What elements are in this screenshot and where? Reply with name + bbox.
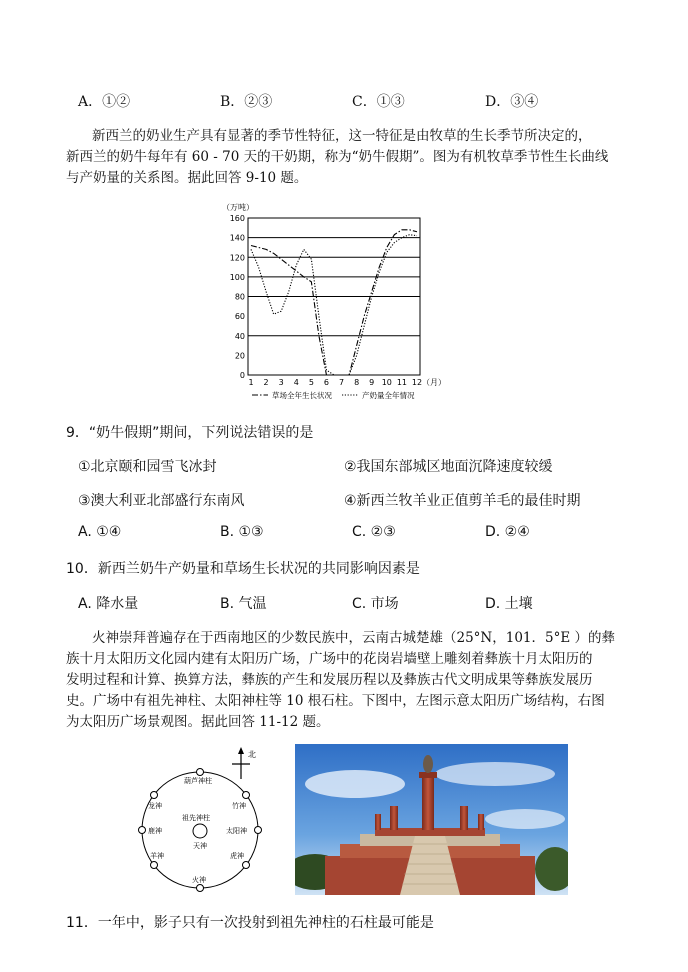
chart-x-tick-label: 1 (248, 378, 254, 387)
passage2-line-2: 族十月太阳历文化园内建有太阳历广场，广场中的花岗岩墙壁上雕刻着彝族十月太阳历的 (66, 651, 593, 667)
q11-stem: 11．一年中，影子只有一次投射到祖先神柱的石柱最可能是 (66, 915, 434, 931)
chart-y-tick-label: 140 (229, 233, 245, 243)
chart-x-axis-label: （月） (422, 378, 446, 387)
q9-option-a: A. ①④ (78, 524, 122, 540)
chart-y-tick-label: 120 (229, 253, 245, 263)
q9-item-2: ②我国东部城区地面沉降速度较缓 (344, 459, 553, 475)
chart-y-tick-label: 0 (239, 371, 245, 380)
q9-option-c: C. ②③ (352, 524, 396, 540)
passage2-line-1: 火神崇拜普遍存在于西南地区的少数民族中，云南古城楚雄（25°N，101．5°E ）的彝 (92, 630, 615, 646)
chart-x-tick-label: 4 (293, 378, 299, 387)
chart-legend-label: 草场全年生长状况 (272, 391, 332, 400)
q9-item-4: ④新西兰牧羊业正值剪羊毛的最佳时期 (344, 493, 581, 509)
passage2-line-5: 为太阳历广场景观图。据此回答 11-12 题。 (66, 714, 330, 730)
q10-option-d: D. 土壤 (485, 596, 533, 612)
sun-calendar-square-photo (295, 744, 568, 895)
passage2-line-3: 发明过程和计算、换算方法，彝族的产生和发展历程以及彝族古代文明成果等彝族发展历 (66, 672, 593, 688)
q10-stem: 10．新西兰奶牛产奶量和草场生长状况的共同影响因素是 (66, 561, 420, 577)
passage2-line-4: 史。广场中有祖先神柱、太阳神柱等 10 根石柱。下图中，左图示意太阳历广场结构，右图 (66, 693, 605, 709)
q9-stem: 9．“奶牛假期”期间，下列说法错误的是 (66, 425, 314, 441)
pillar-sun: 太阳神 (226, 827, 247, 835)
chart-y-tick-label: 20 (234, 351, 245, 361)
q8-option-c: C．①③ (352, 94, 405, 110)
pillar-sheep: 羊神 (150, 852, 164, 860)
chart-x-tick-label: 3 (278, 378, 284, 387)
chart-x-tick-label: 5 (308, 378, 314, 387)
q8-option-d: D．③④ (485, 94, 539, 110)
q8-option-a: A．①② (78, 94, 131, 110)
pillar-hulu: 葫芦神柱 (184, 777, 212, 785)
passage1-line-3: 与产奶量的关系图。据此回答 9-10 题。 (66, 170, 308, 186)
q10-option-a: A. 降水量 (78, 596, 139, 612)
chart-y-tick-label: 160 (229, 214, 245, 223)
pillar-bamboo: 竹神 (232, 802, 246, 810)
pillar-dragon: 龙神 (148, 802, 162, 810)
chart-series-line-1 (251, 230, 417, 375)
chart-x-tick-label: 10 (381, 378, 392, 387)
sun-calendar-square-diagram (136, 745, 286, 895)
chart-y-tick-label: 60 (234, 312, 245, 322)
milk-grass-chart (222, 198, 452, 403)
passage1-line-2: 新西兰的奶牛每年有 60 - 70 天的干奶期，称为“奶牛假期”。图为有机牧草季节性生长曲线 (66, 149, 609, 165)
north-label: 北 (248, 750, 256, 759)
pillar-heaven: 天神 (193, 842, 207, 850)
q9-option-b: B. ①③ (220, 524, 264, 540)
chart-x-tick-label: 6 (323, 378, 330, 387)
chart-y-tick-label: 40 (234, 331, 245, 341)
chart-y-tick-label: 100 (229, 272, 245, 282)
q9-item-1: ①北京颐和园雪飞冰封 (78, 459, 217, 475)
chart-x-tick-label: 7 (338, 378, 345, 387)
chart-y-axis-label: （万吨） (222, 203, 254, 212)
passage1-line-1: 新西兰的奶业生产具有显著的季节性特征，这一特征是由牧草的生长季节所决定的， (92, 128, 592, 144)
chart-x-tick-label: 11 (396, 378, 408, 387)
pillar-fire: 火神 (192, 876, 206, 884)
q9-option-d: D. ②④ (485, 524, 530, 540)
pillar-deer: 鹿神 (148, 827, 162, 835)
chart-legend-label: 产奶量全年情况 (362, 391, 415, 400)
chart-x-tick-label: 12 (411, 378, 423, 387)
q10-option-c: C. 市场 (352, 596, 399, 612)
chart-x-tick-label: 8 (354, 378, 360, 387)
q10-option-b: B. 气温 (220, 596, 267, 612)
chart-x-tick-label: 9 (369, 378, 375, 387)
q8-option-b: B．②③ (220, 94, 273, 110)
pillar-tiger: 虎神 (230, 852, 244, 860)
q9-item-3: ③澳大利亚北部盛行东南风 (78, 493, 245, 509)
chart-y-tick-label: 80 (234, 292, 245, 302)
chart-x-tick-label: 2 (263, 378, 269, 387)
pillar-ancestor: 祖先神柱 (182, 814, 210, 822)
